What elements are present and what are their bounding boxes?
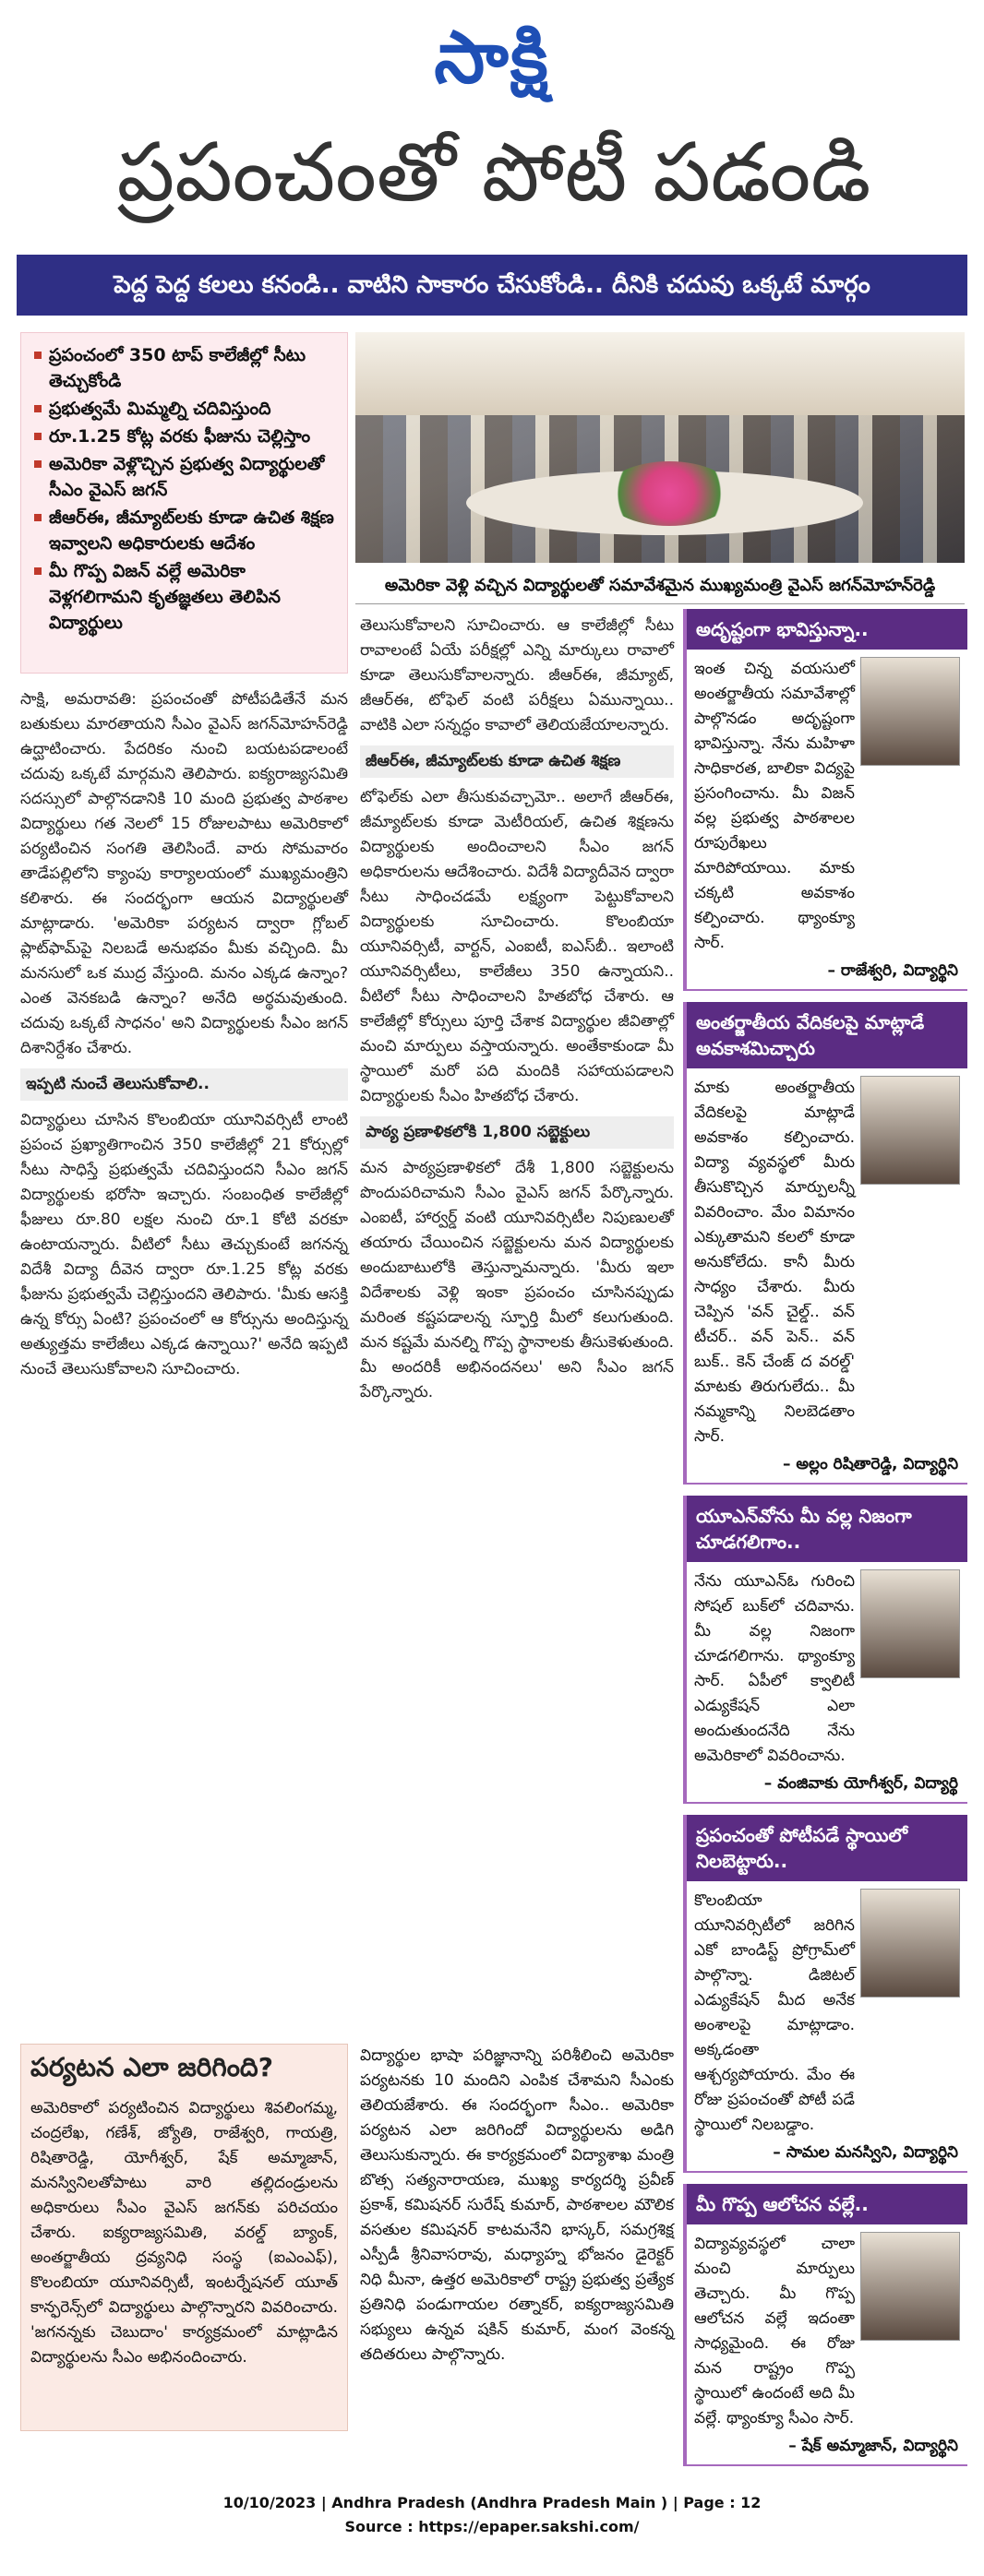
article-subheading: ఇప్పటి నుంచే తెలుసుకోవాలి.. [20, 1068, 348, 1101]
quote-signature: – వంజివాకు యోగీశ్వర్, విద్యార్థి [763, 1774, 958, 1793]
quote-title: ప్రపంచంతో పోటీపడే స్థాయిలో నిలబెట్టారు.. [687, 1815, 967, 1881]
article-column-2 [360, 614, 674, 2025]
article-paragraph: విద్యార్థులు చూసిన కొలంబియా యూనివర్సిటీ లాంటి ప్రపంచ ప్రఖ్యాతిగాంచిన 350 కాలేజీల్లో 21 కోర్సుల్లో సీటు సాధిస్తే ప్రభుత్వమే చదివిస్తుందని సీఎం జగన్ విద్యార్థులకు భరోసా ఇచ్చారు. సంబంధిత కాలేజీల్లో ఫీజులు రూ.80 లక్షల నుంచి రూ.1 కోటి వరకూ ఉంటాయన్నారు. వీటిలో సీటు తెచ్చుకుంటే జగనన్న విదేశీ విద్యా దీవెన ద్వారా రూ.1.25 కోట్ల వరకు ఫీజును ప్రభుత్వమే చెల్లిస్తుందని తెలిపారు. 'మీకు ఆసక్తి ఉన్న కోర్సు ఏంటి? ప్రపంచంలో ఆ కోర్సును అందిస్తున్న అత్యుత్తమ కాలేజీలు ఎక్కడ ఉన్నాయి?' అనేది ఇప్పటి నుంచే తెలుసుకోవాలని సూచించారు. [20, 1111, 348, 1378]
article-subheading: పాఠ్య ప్రణాళికలోకి 1,800 సబ్జెక్టులు [360, 1116, 674, 1149]
highlight-item: జీఆర్ఈ, జీమ్యాట్‌లకు కూడా ఉచిత శిక్షణ ఇవ్వాలని అధికారులకు ఆదేశం [32, 505, 336, 556]
article-column-1 [20, 687, 348, 2025]
quote-box [683, 1496, 967, 1804]
highlight-item: మీ గొప్ప విజన్ వల్లే అమెరికా వెళ్లగలిగామని కృతజ్ఞతలు తెలిపిన విద్యార్థులు [32, 558, 336, 636]
article-paragraph: తెలుసుకోవాలని సూచించారు. ఆ కాలేజీల్లో సీటు రావాలంటే ఏయే పరీక్షల్లో ఎన్ని మార్కులు రావాలో కూడా తెలుసుకోవాలన్నారు. జీఆర్ఈ, జీమ్యాట్, జీఆర్ఈ, టోఫెల్ వంటి పరీక్షలు ఏమున్నాయి.. వాటికి ఎలా సన్నద్ధం కావాలో తెలియజేయాలన్నారు. [360, 616, 674, 734]
student-photo [860, 1889, 960, 1998]
quote-text: మాకు అంతర్జాతీయ వేదికలపై మాట్లాడే అవకాశం కల్పించారు. విద్యా వ్యవస్థలో మీరు తీసుకొచ్చిన మార్పులన్నీ వివరించాం. మేం విమానం ఎక్కుతామని కలలో కూడా అనుకోలేదు. కానీ మీరు సాధ్యం చేశారు. మీరు చెప్పిన 'వన్ చైల్డ్.. వన్ టీచర్.. వన్ పెన్.. వన్ బుక్.. కెన్ చేంజ్ ద వరల్డ్' మాటకు తిరుగులేదు.. మీ నమ్మకాన్ని నిలబెడతాం సార్. [694, 1079, 855, 1446]
quote-text: ఇంత చిన్న వయసులో అంతర్జాతీయ సమావేశాల్లో పాల్గొనడం అదృష్టంగా భావిస్తున్నా. నేను మహిళా సాధికారత, బాలికా విద్యపై ప్రసంగించాను. మీ విజన్ వల్ల ప్రభుత్వ పాఠశాలల రూపురేఖలు మారిపోయాయి. మాకు చక్కటి అవకాశం కల్పించారు. థ్యాంక్యూ సార్. [694, 660, 855, 952]
student-quotes-sidebar [683, 609, 967, 2455]
quote-box [683, 1002, 967, 1485]
quote-signature: – అల్లం రిషితారెడ్డి, విద్యార్థిని [783, 1455, 958, 1473]
quote-text: కొలంబియా యూనివర్సిటీలో జరిగిన ఎకో బాండిస్ట్ ప్రోగ్రామ్‌లో పాల్గొన్నా. డిజిటల్ ఎడ్యుకేషన్ మీద అనేక అంశాలపై మాట్లాడాం. అక్కడంతా ఆశ్చర్యపోయారు. మేం ఈ రోజు ప్రపంచంతో పోటీ పడే స్థాయిలో నిలబడ్డాం. [694, 1891, 855, 2134]
quote-box [683, 609, 967, 991]
tour-title: పర్యటన ఎలా జరిగింది? [30, 2052, 273, 2082]
footer-dateline: 10/10/2023 | Andhra Pradesh (Andhra Pradesh Main ) | Page : 12 [222, 2494, 762, 2511]
quote-title: అంతర్జాతీయ వేదికలపై మాట్లాడే అవకాశమిచ్చారు [687, 1002, 967, 1068]
quote-signature: – షేక్ అమ్మాజాన్, విద్యార్థిని [788, 2437, 958, 2455]
footer-source: Source : https://epaper.sakshi.com/ [344, 2518, 640, 2535]
student-photo [860, 1076, 960, 1185]
highlight-item: అమెరికా వెళ్లొచ్చిన ప్రభుత్వ విద్యార్థులతో సీఎం వైఎస్ జగన్ [32, 451, 336, 503]
photo-caption: అమెరికా వెళ్లి వచ్చిన విద్యార్థులతో సమావేశమైన ముఖ్యమంత్రి వైఎస్ జగన్‌మోహన్‌రెడ్డి [355, 567, 965, 604]
tour-details-box [20, 2044, 348, 2431]
quote-text: నేను యూఎన్‌ఓ గురించి సోషల్ బుక్‌లో చదివాను. మీ వల్ల నిజంగా చూడగలిగాను. థ్యాంక్యూ సార్. ఏపీలో క్వాలిటీ ఎడ్యుకేషన్ ఎలా అందుతుందనేది నేను అమెరికాలో వివరించాను. [694, 1572, 855, 1765]
student-photo [860, 2232, 960, 2341]
page-footer [0, 2491, 984, 2539]
student-photo [860, 1569, 960, 1678]
highlight-item: రూ.1.25 కోట్ల వరకు ఫీజును చెల్లిస్తాం [32, 423, 336, 449]
article-paragraph: మన పాఠ్యప్రణాళికలో దేశీ 1,800 సబ్జెక్టులను పొందుపరిచామని సీఎం వైఎస్ జగన్ పేర్కొన్నారు. ఎంఐటీ, హార్వర్డ్ వంటి యూనివర్సిటీల నిపుణులతో తయారు చేయించిన సబ్జెక్టులను మన విద్యార్థులకు అందుబాటులోకి తెస్తున్నామన్నారు. 'మీరు ఇలా విదేశాలకు వెళ్లి ఇంకా ప్రపంచం చూసినప్పుడు మరింత కష్టపడాలన్న స్ఫూర్తి మీలో కలుగుతుంది. మన కష్టమే మనల్ని గొప్ప స్థానాలకు తీసుకెళుతుంది. మీ అందరికీ అభినందనలు' అని సీఎం జగన్ పేర్కొన్నారు. [360, 1159, 674, 1401]
photo-wall [355, 332, 965, 415]
quote-box [683, 2184, 967, 2466]
article-subheading: జీఆర్ఈ, జీమ్యాట్‌లకు కూడా ఉచిత శిక్షణ [360, 745, 674, 778]
highlights-box [20, 332, 348, 674]
article-column-3: విద్యార్థుల భాషా పరిజ్ఞానాన్ని పరిశీలించి అమెరికా పర్యటనకు 10 మందిని ఎంపిక చేశామని సీఎంకు తెలియజేశారు. ఈ సందర్భంగా సీఎం.. అమెరికా పర్యటన ఎలా జరిగిందో విద్యార్థులను అడిగి తెలుసుకున్నారు. ఈ కార్యక్రమంలో విద్యాశాఖ మంత్రి బొత్స సత్యనారాయణ, ముఖ్య కార్యదర్శి ప్రవీణ్ ప్రకాశ్, కమిషనర్ సురేష్ కుమార్, పాఠశాలల మౌలిక వసతుల కమిషనర్ కాటమనేని భాస్కర్, సమగ్రశిక్ష ఎస్పీడీ శ్రీనివాసరావు, మధ్యాహ్న భోజనం డైరెక్టర్ నిధి మీనా, ఉత్తర అమెరికాలో రాష్ట్ర ప్రభుత్వ ప్రత్యేక ప్రతినిధి పండుగాయల రత్నాకర్, ఐక్యరాజ్యసమితి సభ్యులు ఉన్నవ షకిన్ కుమార్, మంగ వెంకన్న తదితరులు పాల్గొన్నారు. [360, 2046, 674, 2364]
sub-headline-banner: పెద్ద పెద్ద కలలు కనండి.. వాటిని సాకారం చేసుకోండి.. దీనికి చదువు ఒక్కటే మార్గం [18, 256, 966, 314]
page-headline: ప్రపంచంతో పోటీ పడండి [116, 125, 871, 220]
newspaper-logo: సాక్షి [434, 17, 550, 100]
quote-signature: – రాజేశ్వరి, విద్యార్థిని [827, 961, 958, 980]
quote-title: మీ గొప్ప ఆలోచన వల్లే.. [687, 2184, 967, 2224]
student-photo [860, 657, 960, 766]
meeting-photo [355, 332, 965, 563]
quote-text: విద్యావ్యవస్థలో చాలా మంచి మార్పులు తెచ్చారు. మీ గొప్ప ఆలోచన వల్లే ఇదంతా సాధ్యమైంది. ఈ రోజు మన రాష్ట్రం గొప్ప స్థాయిలో ఉందంటే అది మీ వల్లే. థ్యాంక్యూ సీఎం సార్. [694, 2235, 855, 2427]
article-paragraph: టోఫెల్‌కు ఎలా తీసుకువచ్చామో.. అలాగే జీఆర్ఈ, జీమ్యాట్‌లకు కూడా మెటీరియల్, ఉచిత శిక్షణను విద్యార్థులకు అందించాలని సీఎం జగన్ అధికారులను ఆదేశించారు. విదేశీ విద్యాదీవెన ద్వారా సీటు సాధించడమే లక్ష్యంగా పెట్టుకోవాలని విద్యార్థులకు సూచించారు. కొలంబియా యూనివర్సిటీ, వార్టన్, ఎంఐటీ, ఐఎస్‌బీ.. ఇలాంటి యూనివర్సిటీలు, కాలేజీలు 350 ఉన్నాయని.. వీటిలో సీటు సాధించాలని హితబోధ చేశారు. ఆ కాలేజీల్లో కోర్సులు పూర్తి చేశాక విద్యార్థుల జీవితాల్లో మంచి మార్పులు వస్తాయన్నారు. అంతేకాకుండా మీ స్థాయిలో మరో పది మందికి సహాయపడాలని విద్యార్థులకు సీఎం హితబోధ చేశారు. [360, 788, 674, 1105]
quote-signature: – సామల మనస్విని, విద్యార్థిని [773, 2143, 958, 2162]
highlight-item: ప్రభుత్వమే మిమ్మల్ని చదివిస్తుంది [32, 396, 336, 422]
quote-title: యూఎన్‌వోను మీ వల్ల నిజంగా చూడగలిగాం.. [687, 1496, 967, 1562]
photo-flower-arrangement [605, 461, 734, 526]
highlight-item: ప్రపంచంలో 350 టాప్ కాలేజీల్లో సీటు తెచ్చుకోండి [32, 342, 336, 394]
quote-title: అదృష్టంగా భావిస్తున్నా.. [687, 609, 967, 650]
article-paragraph: సాక్షి, అమరావతి: ప్రపంచంతో పోటీపడితేనే మన బతుకులు మారతాయని సీఎం వైఎస్ జగన్‌మోహన్‌రెడ్డి ఉద్ఘాటించారు. పేదరికం నుంచి బయటపడాలంటే చదువు ఒక్కటే మార్గమని తెలిపారు. ఐక్యరాజ్యసమితి సదస్సులో పాల్గొనడానికి 10 మంది ప్రభుత్వ పాఠశాల విద్యార్థులు గత నెలలో 15 రోజులపాటు అమెరికాలో పర్యటించిన సంగతి తెలిసిందే. వారు సోమవారం తాడేపల్లిలోని క్యాంపు కార్యాలయంలో ముఖ్యమంత్రిని కలిశారు. ఈ సందర్భంగా ఆయన విద్యార్థులతో మాట్లాడారు. 'అమెరికా పర్యటన ద్వారా గ్లోబల్ ప్లాట్‌ఫామ్‌పై నిలబడే అనుభవం మీకు వచ్చింది. మీ మనసులో ఒక ముద్ర వేస్తుంది. మనం ఎక్కడ ఉన్నాం? ఎంత వెనకబడి ఉన్నాం? అనేది అర్థమవుతుంది. చదువు ఒక్కటే సాధనం' అని విద్యార్థులకు సీఎం జగన్ దిశానిర్దేశం చేశారు. [20, 690, 348, 1057]
quote-box [683, 1815, 967, 2173]
tour-body: అమెరికాలో పర్యటించిన విద్యార్థులు శివలింగమ్మ, చంద్రలేఖ, గణేశ్, జ్యోతి, రాజేశ్వరి, గాయత్రి, రిషితారెడ్డి, యోగీశ్వర్, షేక్ అమ్మాజాన్, మనస్వినిలతోపాటు వారి తల్లిదండ్రులను అధికారులు సీఎం వైఎస్ జగన్‌కు పరిచయం చేశారు. ఐక్యరాజ్యసమితి, వరల్డ్ బ్యాంక్, అంతర్జాతీయ ద్రవ్యనిధి సంస్థ (ఐఎంఎఫ్), కొలంబియా యూనివర్సిటీ, ఇంటర్నేషనల్ యూత్ కాన్ఫరెన్స్‌లో విద్యార్థులు పాల్గొన్నారని వివరించారు. 'జగనన్నకు చెబుదాం' కార్యక్రమంలో మాట్లాడిన విద్యార్థులను సీఎం అభినందించారు. [30, 2099, 338, 2367]
